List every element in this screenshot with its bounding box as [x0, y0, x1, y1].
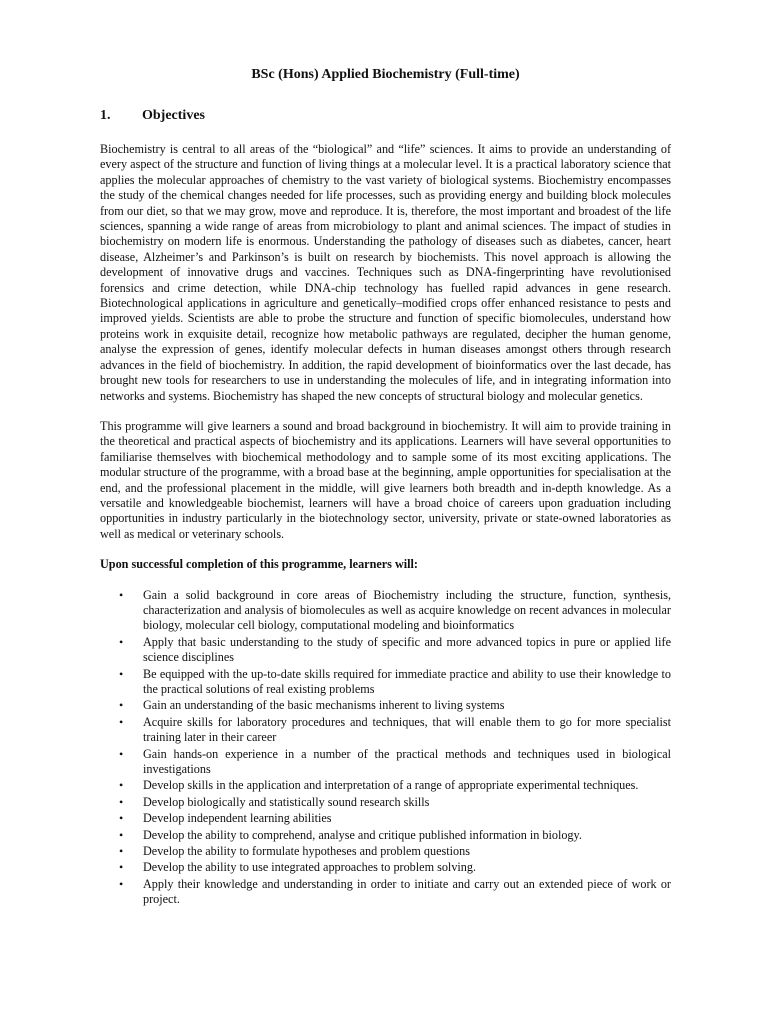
- bullet-icon: •: [119, 714, 124, 729]
- outcomes-heading: Upon successful completion of this programme, learners will:: [100, 557, 418, 572]
- list-item-text: Develop biologically and statistically sound research skills: [143, 794, 430, 809]
- list-item: [119, 794, 671, 810]
- paragraph-programme: This programme will give learners a sound and broad background in biochemistry. It will aim to provide training in the theoretical and practical aspects of biochemistry and its applications. Learners will have several opportunities to familiarise themselves with biochemical methodology and to sample some of its most exciting applications. The modular structure of the programme, with a broad base at the beginning, ample opportunities for specialisation at the end, and the professional placement in the middle, will give learners both breadth and in-depth knowledge. As a versatile and knowledgeable biochemist, learners will have a broad choice of careers upon graduation including opportunities in industry particularly in the biotechnology sector, university, private or state-owned laboratories as well as medical or veterinary schools.: [100, 418, 671, 541]
- list-item: [119, 698, 671, 713]
- list-item-text: Apply that basic understanding to the study of specific and more advanced topics in pure or applied life science disciplines: [143, 634, 671, 665]
- list-item: [119, 714, 671, 746]
- list-item-text: Develop the ability to formulate hypotheses and problem questions: [143, 844, 470, 859]
- bullet-icon: •: [119, 811, 124, 826]
- list-item-text: Develop the ability to comprehend, analyse and critique published information in biology.: [143, 827, 582, 842]
- bullet-icon: •: [119, 698, 124, 713]
- section-heading: [100, 107, 671, 125]
- bullet-icon: •: [119, 844, 124, 859]
- list-item-text: Gain an understanding of the basic mechanisms inherent to living systems: [143, 698, 505, 713]
- bullet-icon: •: [119, 778, 124, 793]
- list-item: [119, 587, 671, 634]
- list-item: [119, 811, 671, 826]
- list-item-text: Gain hands-on experience in a number of the practical methods and techniques used in biological investigations: [143, 746, 671, 777]
- list-item: [119, 634, 671, 666]
- list-item: [119, 860, 671, 875]
- list-item: [119, 746, 671, 778]
- bullet-icon: •: [119, 666, 124, 681]
- list-item-text: Develop independent learning abilities: [143, 811, 332, 826]
- bullet-icon: •: [119, 634, 124, 649]
- list-item-text: Develop the ability to use integrated approaches to problem solving.: [143, 860, 477, 875]
- list-item-text: Be equipped with the up-to-date skills required for immediate practice and ability to use their knowledge to the practical solutions of real existing problems: [143, 666, 671, 696]
- list-item: [119, 827, 671, 843]
- list-item-text: Apply their knowledge and understanding in order to initiate and carry out an extended piece of work or project.: [143, 876, 671, 907]
- bullet-icon: •: [119, 876, 124, 891]
- list-item: [119, 778, 671, 793]
- list-item-text: Develop skills in the application and interpretation of a range of appropriate experimental techniques.: [143, 778, 639, 793]
- bullet-icon: •: [119, 860, 124, 875]
- section-title: Objectives: [142, 108, 205, 123]
- list-item-text: Acquire skills for laboratory procedures and techniques, that will enable them to go for more specialist training later in their career: [143, 714, 671, 745]
- bullet-icon: •: [119, 794, 124, 809]
- document-page: [100, 66, 671, 909]
- list-item: [119, 844, 671, 859]
- bullet-icon: •: [119, 746, 124, 761]
- list-item-text: Gain a solid background in core areas of Biochemistry including the structure, function, synthesis, characterization and analysis of biomolecules as well as acquire knowledge on recent advances in molecular biology, molecular cell biology, computational modeling and bioinformatics: [143, 587, 671, 633]
- document-title: BSc (Hons) Applied Biochemistry (Full-time): [251, 67, 520, 82]
- list-item: [119, 876, 671, 908]
- section-number: 1.: [100, 108, 111, 123]
- bullet-icon: •: [119, 587, 124, 602]
- outcomes-list: [100, 588, 671, 908]
- list-item: [119, 666, 671, 698]
- bullet-icon: •: [119, 827, 124, 842]
- paragraph-introduction: Biochemistry is central to all areas of the “biological” and “life” sciences. It aims to provide an understanding of every aspect of the structure and function of living things at a molecular level. It is a practical laboratory science that applies the molecular approaches of chemistry to the vast variety of biological systems. Biochemistry encompasses the study of the chemical changes needed for life processes, such as providing energy and building block molecules from our diet, so that we may grow, move and reproduce. It is, therefore, the most important and broadest of the life sciences, spanning a wide range of areas from microbiology to plant and animal sciences. The impact of studies in biochemistry on modern life is enormous. Understanding the pathology of diseases such as diabetes, cancer, heart disease, Alzheimer’s and Parkinson’s is built on research by biochemists. This novel approach is allowing the development of innovative drugs and vaccines. Techniques such as DNA-fingerprinting have revolutionised forensics and crime detection, while DNA-chip technology has fuelled rapid advances in gene research. Biotechnological applications in agriculture and genetically–modified crops offer enhanced resistance to pests and improved yields. Scientists are able to probe the structure and function of specific biomolecules, understand how proteins work in exquisite detail, recognize how metabolic pathways are regulated, decipher the human genome, analyse the expression of genes, identify molecular defects in human diseases amongst others through research advances in the field of biochemistry. In addition, the rapid development of bioinformatics over the last decade, has brought new tools for researchers to use in understanding the molecules of life, and in integrating information into networks and systems. Biochemistry has shaped the new concepts of structural biology and molecular genetics.: [100, 142, 671, 403]
